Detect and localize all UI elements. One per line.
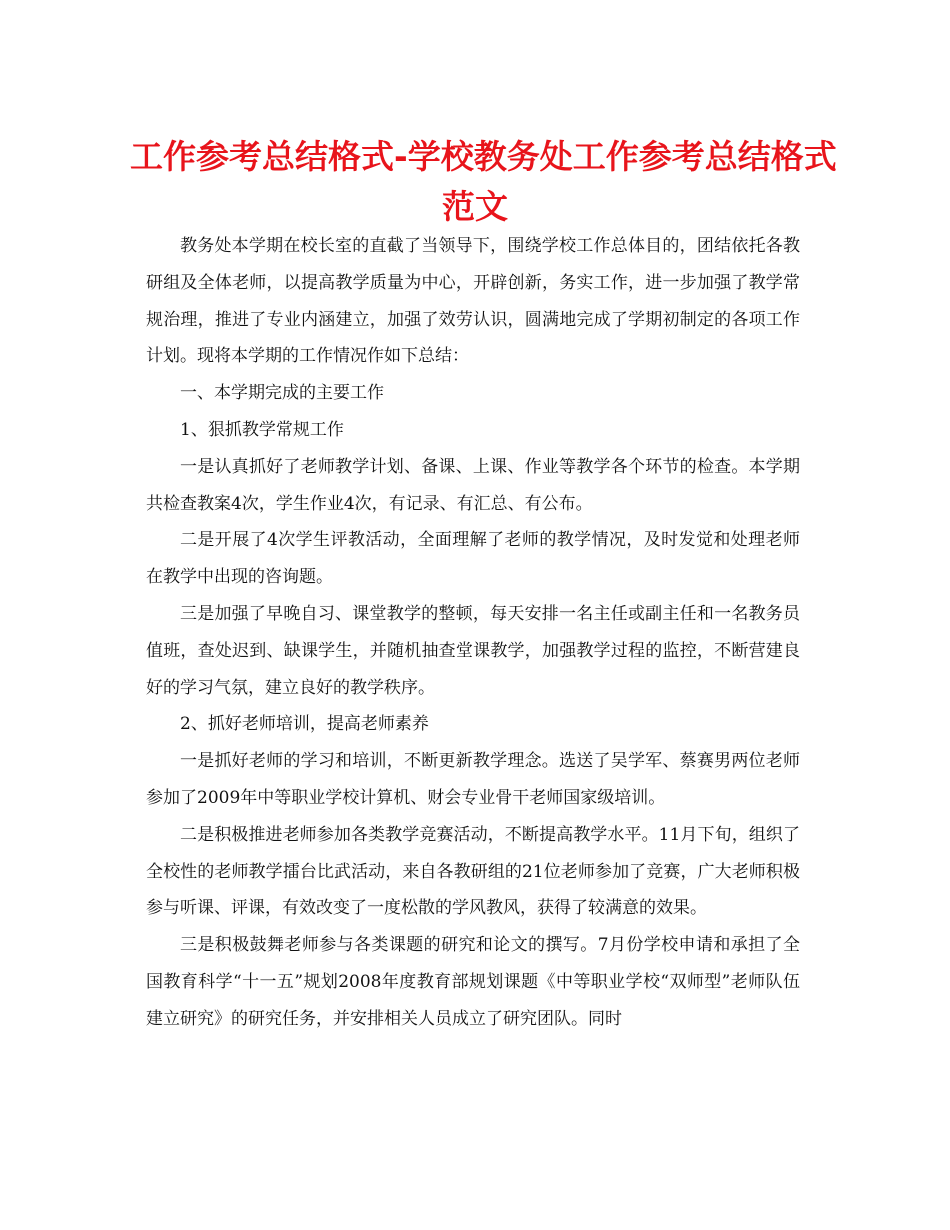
paragraph-intro: 教务处本学期在校长室的直截了当领导下，围绕学校工作总体目的，团结依托各教研组及全体老师，以提高教学质量为中心，开辟创新，务实工作，进一步加强了教学常规治理，推进了专业内涵建立，加强了效劳认识，圆满地完成了学期初制定的各项工作计划。现将本学期的工作情况作如下总结： xyxy=(146,236,800,367)
paragraph: 一是认真抓好了老师教学计划、备课、上课、作业等教学各个环节的检查。本学期共检查教案4次，学生作业4次，有记录、有汇总、有公布。 xyxy=(146,456,800,514)
section-heading-1: 一、本学期完成的主要工作 xyxy=(180,383,384,404)
paragraph: 三是加强了早晚自习、课堂教学的整顿，每天安排一名主任或副主任和一名教务员值班，查处迟到、缺课学生，并随机抽查堂课教学，加强教学过程的监控，不断营建良好的学习气氛，建立良好的教学秩序。 xyxy=(146,603,800,698)
document-title-line-2: 范文 xyxy=(442,187,508,226)
document-title-line-1: 工作参考总结格式-学校教务处工作参考总结格式 xyxy=(130,137,837,176)
paragraph: 二是积极推进老师参加各类教学竞赛活动，不断提高教学水平。11月下旬，组织了全校性的老师教学擂台比武活动，来自各教研组的21位老师参加了竞赛，广大老师积极参与听课、评课，有效改变了一度松散的学风教风，获得了较满意的效果。 xyxy=(146,824,800,919)
paragraph: 一是抓好老师的学习和培训，不断更新教学理念。选送了吴学军、蔡赛男两位老师参加了2009年中等职业学校计算机、财会专业骨干老师国家级培训。 xyxy=(146,751,800,808)
subsection-heading-1: 1、狠抓教学常规工作 xyxy=(180,419,344,440)
paragraph: 三是积极鼓舞老师参与各类课题的研究和论文的撰写。7月份学校申请和承担了全国教育科学“十一五”规划2008年度教育部规划课题《中等职业学校“双师型”老师队伍建立研究》的研究任务，并安排相关人员成立了研究团队。同时 xyxy=(146,935,800,1029)
document-body xyxy=(146,228,800,1038)
paragraph: 二是开展了4次学生评教活动，全面理解了老师的教学情况，及时发觉和处理老师在教学中出现的咨询题。 xyxy=(146,530,800,588)
subsection-heading-2: 2、抓好老师培训，提高老师素养 xyxy=(180,714,429,735)
